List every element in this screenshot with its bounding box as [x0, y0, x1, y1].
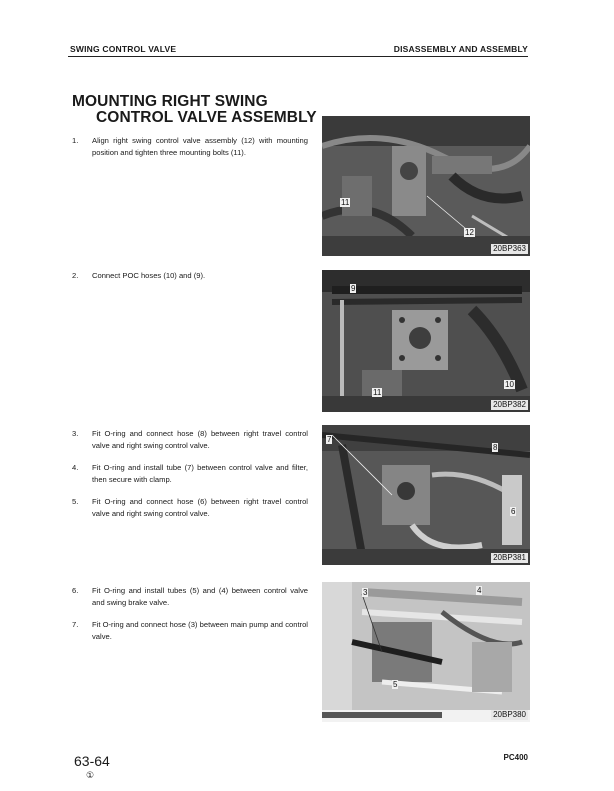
photo-poc-hoses [322, 270, 530, 412]
step-3 [72, 428, 308, 451]
step-number: 5. [72, 497, 79, 506]
revision-mark: ① [86, 770, 95, 780]
callout-11: 11 [373, 388, 382, 397]
figure-number: 20BP382 [493, 400, 526, 409]
step-number: 3. [72, 429, 79, 438]
callout-9: 9 [351, 284, 356, 293]
callout-8: 8 [493, 443, 498, 452]
step-number: 2. [72, 271, 79, 280]
step-text: Fit O-ring and connect hose (3) between main pump and control valve. [92, 620, 308, 641]
step-number: 7. [72, 620, 79, 629]
photo-hose-tube-connection [322, 425, 530, 565]
step-2 [72, 270, 308, 282]
callout-10: 10 [505, 380, 514, 389]
callout-6: 6 [511, 507, 516, 516]
step-5 [72, 496, 308, 519]
figure-number: 20BP381 [493, 553, 526, 562]
callout-7: 7 [327, 435, 332, 444]
machine-model: PC400 [503, 753, 528, 762]
callout-3: 3 [363, 588, 368, 597]
header-section-title: SWING CONTROL VALVE [70, 44, 177, 54]
photo-brake-valve-tubes [322, 582, 530, 722]
photo-machinery-graphic [322, 116, 530, 256]
photo-machinery-graphic [322, 425, 530, 565]
step-6 [72, 585, 308, 608]
step-number: 4. [72, 463, 79, 472]
header-rule [68, 56, 528, 57]
callout-11: 11 [341, 198, 350, 207]
figure-number: 20BP363 [493, 244, 526, 253]
step-4 [72, 462, 308, 485]
step-number: 1. [72, 136, 79, 145]
step-7 [72, 619, 308, 642]
callout-12: 12 [465, 228, 474, 237]
page-title-line2: CONTROL VALVE ASSEMBLY [96, 109, 317, 126]
photo-machinery-graphic [322, 582, 530, 722]
step-text: Fit O-ring and connect hose (6) between right travel control valve and right swing control valve. [92, 497, 308, 518]
callout-5: 5 [393, 680, 398, 689]
photo-valve-mounting [322, 116, 530, 256]
step-text: Align right swing control valve assembly (12) with mounting position and tighten three mounting bolts (11). [92, 136, 308, 157]
step-number: 6. [72, 586, 79, 595]
header-chapter-title: DISASSEMBLY AND ASSEMBLY [393, 44, 528, 54]
step-text: Fit O-ring and connect hose (8) between right travel control valve and right swing control valve. [92, 429, 308, 450]
callout-4: 4 [477, 586, 482, 595]
figure-number: 20BP380 [493, 710, 526, 719]
step-text: Connect POC hoses (10) and (9). [92, 271, 206, 280]
step-text: Fit O-ring and install tubes (5) and (4) between control valve and swing brake valve. [92, 586, 308, 607]
page-title [72, 94, 317, 126]
step-1 [72, 135, 308, 158]
step-text: Fit O-ring and install tube (7) between control valve and filter, then secure with clamp. [92, 463, 308, 484]
page-title-line1: MOUNTING RIGHT SWING [72, 93, 268, 110]
page-number: 63-64 [74, 753, 110, 769]
